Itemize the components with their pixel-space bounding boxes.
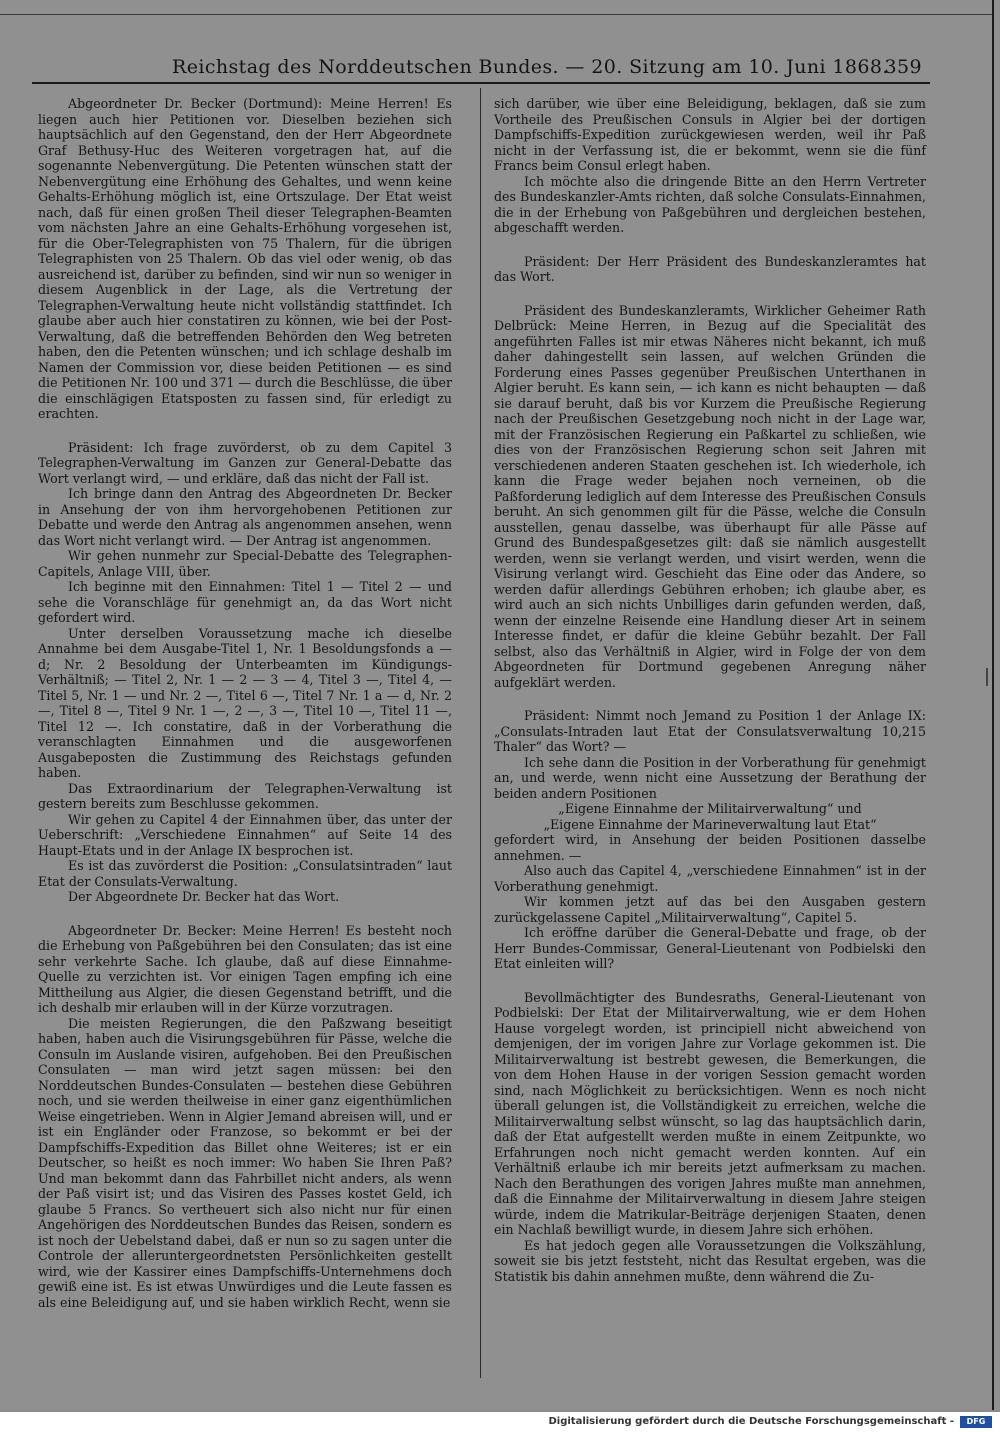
paragraph: Ich möchte also die dringende Bitte an den Herrn Vertreter des Bundeskanzler-Amts richten, daß solche Consulats-Einnahmen, die in der Erhebung von Paßgebühren und dergleichen bestehen, abgeschafft werden. <box>494 173 926 235</box>
paragraph: Wir kommen jetzt auf das bei den Ausgaben gestern zurückgelassene Capitel „Militairverwaltung“, Capitel 5. <box>494 894 926 925</box>
column-divider <box>480 88 481 1378</box>
running-header <box>32 56 930 82</box>
paragraph: sich darüber, wie über eine Beleidigung, beklagen, daß sie zum Vortheile des Preußischen Consuls in Algier bei der dortigen Dampfschiffs-Expedition zurückgewiesen werden, weil ihr Paß nicht in der Verfassung ist, die er bekommt, wenn sie die fünf Francs beim Consul erlegt haben. <box>494 96 926 173</box>
left-column <box>38 96 452 1310</box>
right-column <box>494 96 926 1284</box>
page-edge-right <box>992 0 994 1410</box>
dfg-logo: DFG <box>960 1416 992 1428</box>
paragraph: „Eigene Einnahme der Militairverwaltung“ und <box>558 801 862 816</box>
paragraph: Ich beginne mit den Einnahmen: Titel 1 — Titel 2 — und sehe die Voranschläge für genehmigt an, da das Wort nicht gefordert wird. <box>38 579 452 625</box>
paragraph: Bevollmächtigter des Bundesraths, General-Lieutenant von Podbielski: Der Etat der Militairverwaltung, wie er dem Hohen Hause vorgelegt worden, ist principiell nicht abweichend von demjenigen, der im vorigen Jahre zur Vorlage gekommen ist. Die Militairverwaltung ist bestrebt gewesen, die Bemerkungen, die von dem Hohen Hause in der vorigen Session gemacht worden sind, nach Möglichkeit zu berücksichtigen. Wenn es noch nicht überall gelungen ist, die Vollständigkeit zu erreichen, welche die Militairverwaltung selbst wünscht, so lag das hauptsächlich darin, daß der Etat aufgestellt werden mußte in einem Zeitpunkte, wo Erfahrungen noch nicht gemacht werden konnten. Auf ein Verhältniß erlaube ich mir bereits jetzt aufmerksam zu machen. Nach den Berathungen des vorigen Jahres mußte man annehmen, daß die Einnahme der Militairverwaltung in diesem Jahre steigen würde, indem die Matrikular-Beiträge derjenigen Staaten, denen ein Nachlaß bewilligt wurde, in diesem Jahre sich erhöhen. <box>494 989 926 1237</box>
paragraph: Präsident des Bundeskanzleramts, Wirklicher Geheimer Rath Delbrück: Meine Herren, in Bezug auf die Specialität des angeführten Falles ist mir etwas Näheres nicht bekannt, ich muß daher dahingestellt sein lassen, auf welchen Gründen die Forderung eines Passes gegenüber Preußischen Unterthanen in Algier beruht. Es kann sein, — ich kann es nicht behaupten — daß sie darauf beruht, daß bis vor Kurzem die Preußische Regierung nach der Preußischen Gesetzgebung noch nicht in der Lage war, mit der Französischen Regierung ein Paßkartel zu schließen, wie dies von der Französischen Regierung schon seit Jahren mit verschiedenen anderen Staaten geschehen ist. Ich wiederhole, ich kann die Frage weder bejahen noch verneinen, ob die Paßforderung lediglich auf dem Interesse des Preußischen Consuls beruht. An sich genommen gilt für die Pässe, welche die Consuln ausstellen, genau dasselbe, was überhaupt für alle Pässe auf Grund des Bundespaßgesetzes gilt: daß sie nämlich ausgestellt werden, wenn sie verlangt werden, und visirt werden, wenn die Visirung verlangt wird. Geschieht das Eine oder das Andere, so werden dafür allerdings Gebühren erhoben; ich glaube aber, es wird auch an sich nichts Unbilliges darin gefunden werden, daß, wenn der einzelne Reisende eine Handlung dieser Art in seinem Interesse findet, er dafür die kleine Gebühr bezahlt. Der Fall selbst, also das Verhältniß in Algier, wird in Folge der von dem Abgeordneten für Dortmund gegebenen Anregung näher aufgeklärt werden. <box>494 302 926 690</box>
paragraph: Es hat jedoch gegen alle Voraussetzungen die Volkszählung, soweit sie bis jetzt feststeht, nicht das Resultat ergeben, was die Statistik bis dahin annehmen mußte, denn während die Zu- <box>494 1237 926 1284</box>
paragraph: gefordert wird, in Ansehung der beiden Positionen dasselbe annehmen. — <box>494 832 926 863</box>
paragraph: Präsident: Ich frage zuvörderst, ob zu dem Capitel 3 Telegraphen-Verwaltung im Ganzen zur General-Debatte das Wort verlangt wird, — und erkläre, daß das nicht der Fall ist. <box>38 439 452 486</box>
page-edge-top <box>0 14 992 15</box>
paragraph: Ich bringe dann den Antrag des Abgeordneten Dr. Becker in Ansehung der von ihm hervorgehobenen Petitionen zur Debatte und werde den Antrag als angenommen ansehen, wenn das Wort nicht verlangt wird. — Der Antrag ist angenommen. <box>38 486 452 548</box>
paragraph: Die meisten Regierungen, die den Paßzwang beseitigt haben, haben auch die Visirungsgebühren für Pässe, welche die Consuln im Auslande visiren, aufgehoben. Bei den Preußischen Consulaten — man wird jetzt sagen müssen: bei den Norddeutschen Bundes-Consulaten — bestehen diese Gebühren noch, und sie werden theilweise in einer ganz eigenthümlichen Weise eingetrieben. Wenn in Algier Jemand abreisen will, und er ist ein Engländer oder Franzose, so bekommt er bei der Dampfschiffs-Expedition das Billet ohne Weiteres; ist er ein Deutscher, so heißt es noch immer: Wo haben Sie Ihren Paß? Und man bekommt dann das Fahrbillet nicht anders, als wenn der Paß visirt ist; und das Visiren des Passes kostet Geld, ich glaube 5 Francs. So vertheuert sich also nicht nur für einen Angehörigen des Norddeutschen Bundes das Reisen, sondern es ist noch der Uebelstand dabei, daß er nun so zu sagen unter die Controle der alleruntergeordnetsten Persönlichkeiten gestellt wird, wie der Kassirer eines Dampfschiffs-Unternehmens doch gewiß eine ist. Es ist etwas Unwürdiges und die Leute fassen es als eine Beleidigung auf, und sie haben wirklich Recht, wenn sie <box>38 1015 452 1310</box>
paragraph: Ich sehe dann die Position in der Vorberathung für genehmigt an, und werde, wenn nicht eine Aussetzung der Berathung der beiden andern Positionen <box>494 754 926 801</box>
paragraph: Wir gehen zu Capitel 4 der Einnahmen über, das unter der Ueberschrift: „Verschiedene Einnahmen“ auf Seite 14 des Haupt-Etats und in der Anlage IX besprochen ist. <box>38 811 452 858</box>
footer-bar <box>0 1412 1000 1432</box>
paragraph: Abgeordneter Dr. Becker (Dortmund): Meine Herren! Es liegen auch hier Petitionen vor. Dieselben beziehen sich hauptsächlich auf den Gegenstand, den der Herr Abgeordnete Graf Bethusy-Huc des Weiteren vorgetragen hat, auf die sogenannte Nebenvergütung. Die Petenten wünschen statt der Nebenvergütung eine Erhöhung des Gehaltes, und wenn keine Gehalts-Erhöhung möglich ist, eine Ortszulage. Der Etat weist nach, daß für einen großen Theil dieser Telegraphen-Beamten vom nächsten Jahre an eine Gehalts-Erhöhung vorgesehen ist, für die Ober-Telegraphisten von 75 Thalern, für die übrigen Telegraphisten von 25 Thalern. Ob das viel oder wenig, ob das ausreichend ist, darüber zu befinden, sind wir nun so weniger in diesem Augenblick in der Lage, als die Vertretung der Telegraphen-Verwaltung heute nicht vollständig stattfindet. Ich glaube aber auch hier constatiren zu können, wie bei der Post-Verwaltung, daß die betreffenden Behörden den Weg betreten haben, den die Petenten wünschen; und ich schlage deshalb im Namen der Commission vor, diese beiden Petitionen — es sind die Petitionen Nr. 100 und 371 — durch die Beschlüsse, die über die einschlägigen Etatsposten zu fassen sind, für erledigt zu erachten. <box>38 96 452 421</box>
paragraph: Wir gehen nunmehr zur Special-Debatte des Telegraphen-Capitels, Anlage VIII, über. <box>38 548 452 579</box>
page-number: 359 <box>884 56 922 78</box>
paragraph: „Eigene Einnahme der Marineverwaltung laut Etat“ <box>543 816 877 832</box>
header-rule <box>32 82 930 84</box>
margin-mark <box>986 668 988 686</box>
paragraph: Unter derselben Voraussetzung mache ich dieselbe Annahme bei dem Ausgabe-Titel 1, Nr. 1 Besoldungsfonds a — d; Nr. 2 Besoldung der Unterbeamten im Kündigungs-Verhältniß; — Titel 2, Nr. 1 — 2 — 3 — 4, Titel 3 —, Titel 4, — Titel 5, Nr. 1 — und Nr. 2 —, Titel 6 —, Titel 7 Nr. 1 a — d, Nr. 2 —, Titel 8 —, Titel 9 Nr. 1 —, 2 —, 3 —, Titel 10 —, Titel 11 —, Titel 12 —. Ich constatire, daß in der Vorberathung die veranschlagten Einnahmen und die ausgeworfenen Ausgabeposten die Zustimmung des Reichstags gefunden haben. <box>38 625 452 780</box>
paragraph: Abgeordneter Dr. Becker: Meine Herren! Es besteht noch die Erhebung von Paßgebühren bei den Consulaten; das ist eine sehr verkehrte Sache. Ich glaube, daß auf diese Einnahme-Quelle zu verzichten ist. Vor einigen Tagen empfing ich eine Mittheilung aus Algier, die diesen Gegenstand betrifft, und die ich deshalb mir erlauben will in der Kürze vorzutragen. <box>38 922 452 1015</box>
paragraph: Ich eröffne darüber die General-Debatte und frage, ob der Herr Bundes-Commissar, General-Lieutenant von Podbielski den Etat einleiten will? <box>494 925 926 971</box>
paragraph: Also auch das Capitel 4, „verschiedene Einnahmen“ ist in der Vorberathung genehmigt. <box>494 863 926 894</box>
paragraph: Es ist das zuvörderst die Position: „Consulatsintraden“ laut Etat der Consulats-Verwaltung. <box>38 858 452 889</box>
paragraph: Das Extraordinarium der Telegraphen-Verwaltung ist gestern bereits zum Beschlusse gekommen. <box>38 780 452 811</box>
footer-credit: Digitalisierung gefördert durch die Deutsche Forschungsgemeinschaft - <box>548 1416 954 1427</box>
header-title: Reichstag des Norddeutschen Bundes. — 20. Sitzung am 10. Juni 1868. <box>172 56 889 78</box>
paragraph: Präsident: Der Herr Präsident des Bundeskanzleramtes hat das Wort. <box>494 253 926 284</box>
paragraph: Der Abgeordnete Dr. Becker hat das Wort. <box>68 889 340 904</box>
paragraph: Präsident: Nimmt noch Jemand zu Position 1 der Anlage IX: „Consulats-Intraden laut Etat der Consulatsverwaltung 10,215 Thaler“ das Wort? — <box>494 708 926 754</box>
